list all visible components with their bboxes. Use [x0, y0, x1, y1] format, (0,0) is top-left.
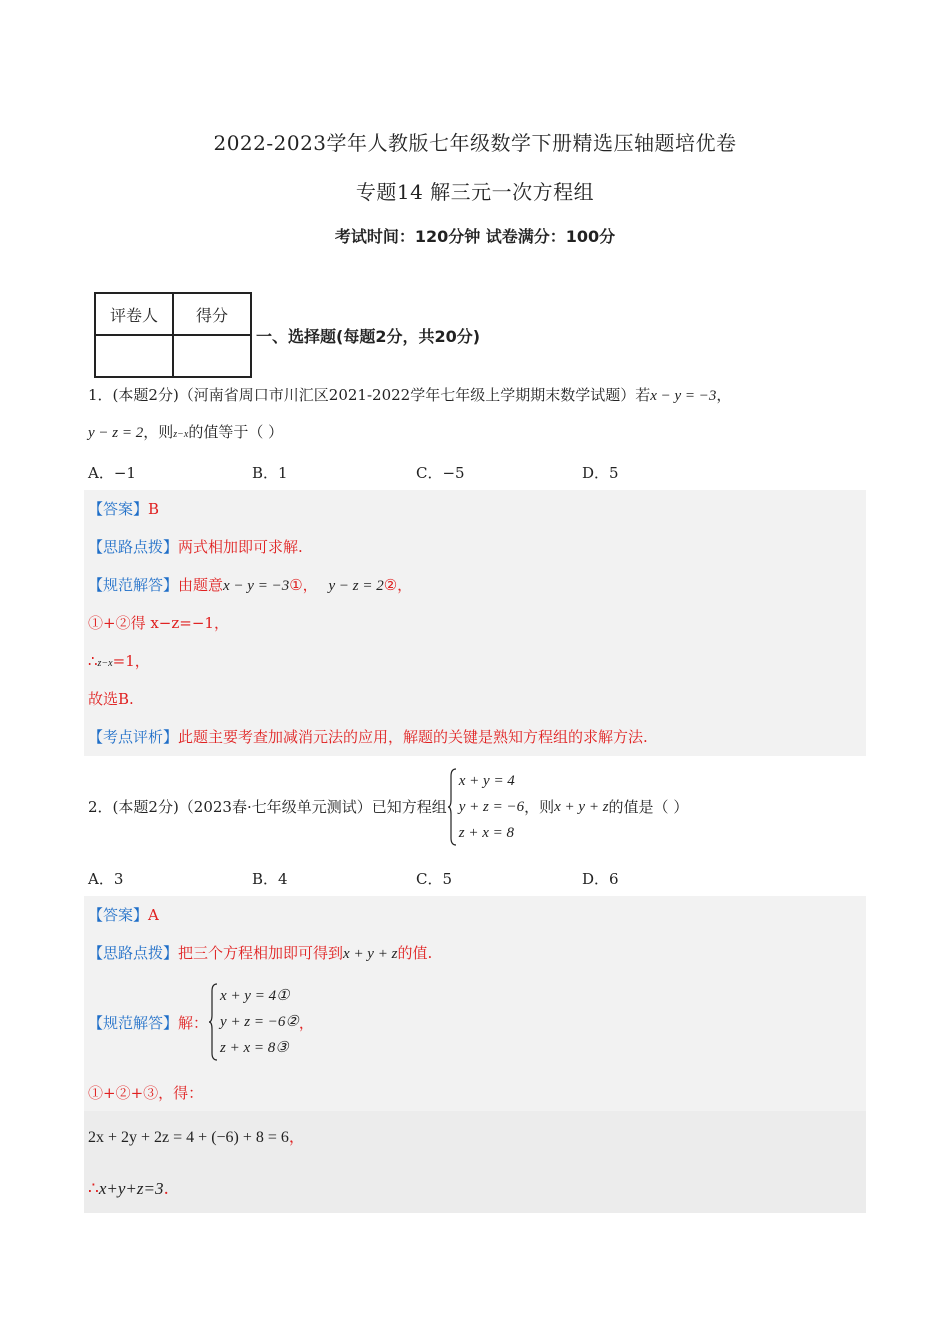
score-table-grader-cell[interactable]	[95, 335, 173, 377]
q2-solution-tag: 【规范解答】	[88, 1013, 179, 1032]
section-heading: 一、选择题(每题2分，共20分)	[256, 327, 481, 346]
q1-review-tag: 【考点评析】	[88, 728, 179, 746]
q2-step-2	[88, 1125, 305, 1149]
q2-hint-text: 把三个方程相加即可得到	[178, 944, 344, 962]
q2-solution-comma: ，	[298, 1013, 314, 1032]
q1-step-1: ①+②得 x−z=−1，	[88, 614, 229, 632]
q1-step-2	[88, 649, 150, 673]
q2-question-end: 的值是（ ）	[608, 798, 689, 816]
q1-review-text: 此题主要考查加减消元法的应用，解题的关键是熟知方程组的求解方法.	[178, 728, 648, 746]
q1-stem-line2	[88, 421, 283, 446]
q1-comma: ，	[716, 386, 732, 404]
q1-option-c[interactable]: C．−5	[416, 464, 465, 482]
q1-hint-text: 两式相加即可求解.	[178, 538, 303, 556]
q1-stem	[88, 384, 888, 407]
q1-therefore: ∴	[88, 652, 98, 670]
q2-hint-expression: x + y + z	[343, 946, 398, 962]
q1-stem-text: 1．(本题2分)（河南省周口市川汇区2021-2022学年七年级上学期期末数学试题）若	[88, 386, 651, 404]
q2-answer	[88, 903, 159, 927]
q1-solution	[88, 573, 412, 597]
q2-system-eq2: y + z = −6	[458, 799, 525, 815]
q1-answer	[88, 497, 159, 521]
q1-solution-mark1: ①，	[289, 576, 318, 594]
q2-stem	[88, 768, 688, 846]
q2-option-b[interactable]: B．4	[252, 870, 288, 888]
score-table-score-header: 得分	[173, 293, 251, 335]
q2-solution	[88, 982, 314, 1062]
q2-step-2-equation: 2x + 2y + 2z = 4 + (−6) + 8 = 6	[88, 1129, 289, 1146]
q1-review	[88, 725, 648, 749]
q1-hint	[88, 535, 303, 559]
q2-stem-text: 2．(本题2分)（2023春·七年级单元测试）已知方程组	[88, 798, 447, 816]
q2-option-a[interactable]: A．3	[88, 870, 124, 888]
q1-option-d[interactable]: D．5	[582, 464, 619, 482]
q2-step-3-period: .	[163, 1179, 169, 1199]
topic-title: 专题14 解三元一次方程组	[355, 180, 595, 204]
q1-then: ，则	[143, 423, 174, 441]
q2-hint-end: 的值.	[397, 944, 433, 962]
q2-step-1: ①+②+③，得：	[88, 1084, 204, 1102]
q2-solution-eq2: y + z = −6②	[220, 1014, 299, 1030]
q2-equation-system	[447, 768, 524, 846]
page-title: 2022-2023学年人教版七年级数学下册精选压轴题培优卷	[213, 131, 737, 155]
q2-system-eq1: x + y = 4	[458, 773, 515, 789]
q2-solution-system	[208, 983, 299, 1061]
q2-answer-tag: 【答案】	[88, 906, 149, 924]
brace-icon	[447, 768, 457, 846]
q2-option-d[interactable]: D．6	[582, 870, 619, 888]
q1-option-a[interactable]: A．−1	[88, 464, 136, 482]
q1-solution-mark2: ②，	[383, 576, 413, 594]
q2-answer-value: A	[148, 906, 159, 924]
q1-step-2-expr: z−x	[97, 658, 113, 669]
q2-step-2-comma: ，	[288, 1127, 305, 1146]
q2-solution-eq1: x + y = 4①	[220, 988, 290, 1004]
q2-solution-eq3: z + x = 8③	[220, 1040, 289, 1056]
score-table	[94, 292, 252, 378]
q1-step-2-result: =1，	[112, 652, 150, 670]
q2-hint-tag: 【思路点拨】	[88, 944, 179, 962]
q2-system-eq3: z + x = 8	[458, 825, 514, 841]
q1-question-end: 的值等于（ ）	[188, 423, 284, 441]
q1-answer-value: B	[148, 500, 160, 518]
q2-step-3	[88, 1177, 169, 1201]
q1-option-b[interactable]: B．1	[252, 464, 288, 482]
q1-condition-1: x − y = −3	[650, 388, 717, 404]
q2-solution-intro: 解：	[178, 1013, 209, 1032]
q1-answer-tag: 【答案】	[88, 500, 149, 518]
q1-hint-tag: 【思路点拨】	[88, 538, 179, 556]
q1-solution-tag: 【规范解答】	[88, 576, 179, 594]
q1-expression: z−x	[173, 429, 189, 440]
q1-condition-2: y − z = 2	[88, 425, 144, 441]
q2-step-3-equation: x+y+z=3	[98, 1179, 164, 1198]
exam-info: 考试时间：120分钟 试卷满分：100分	[334, 227, 616, 246]
score-table-grader-header: 评卷人	[95, 293, 173, 335]
score-table-score-cell[interactable]	[173, 335, 251, 377]
brace-icon	[208, 983, 218, 1061]
q2-expression: x + y + z	[554, 799, 609, 815]
q2-therefore: ∴	[88, 1179, 99, 1199]
q2-then: ，则	[524, 798, 555, 816]
q1-step-3: 故选B.	[88, 690, 134, 708]
q1-solution-eq1: x − y = −3	[223, 578, 290, 594]
q2-hint	[88, 941, 432, 965]
q2-option-c[interactable]: C．5	[416, 870, 453, 888]
q1-solution-eq2: y − z = 2	[328, 578, 384, 594]
q1-solution-intro: 由题意	[178, 576, 224, 594]
